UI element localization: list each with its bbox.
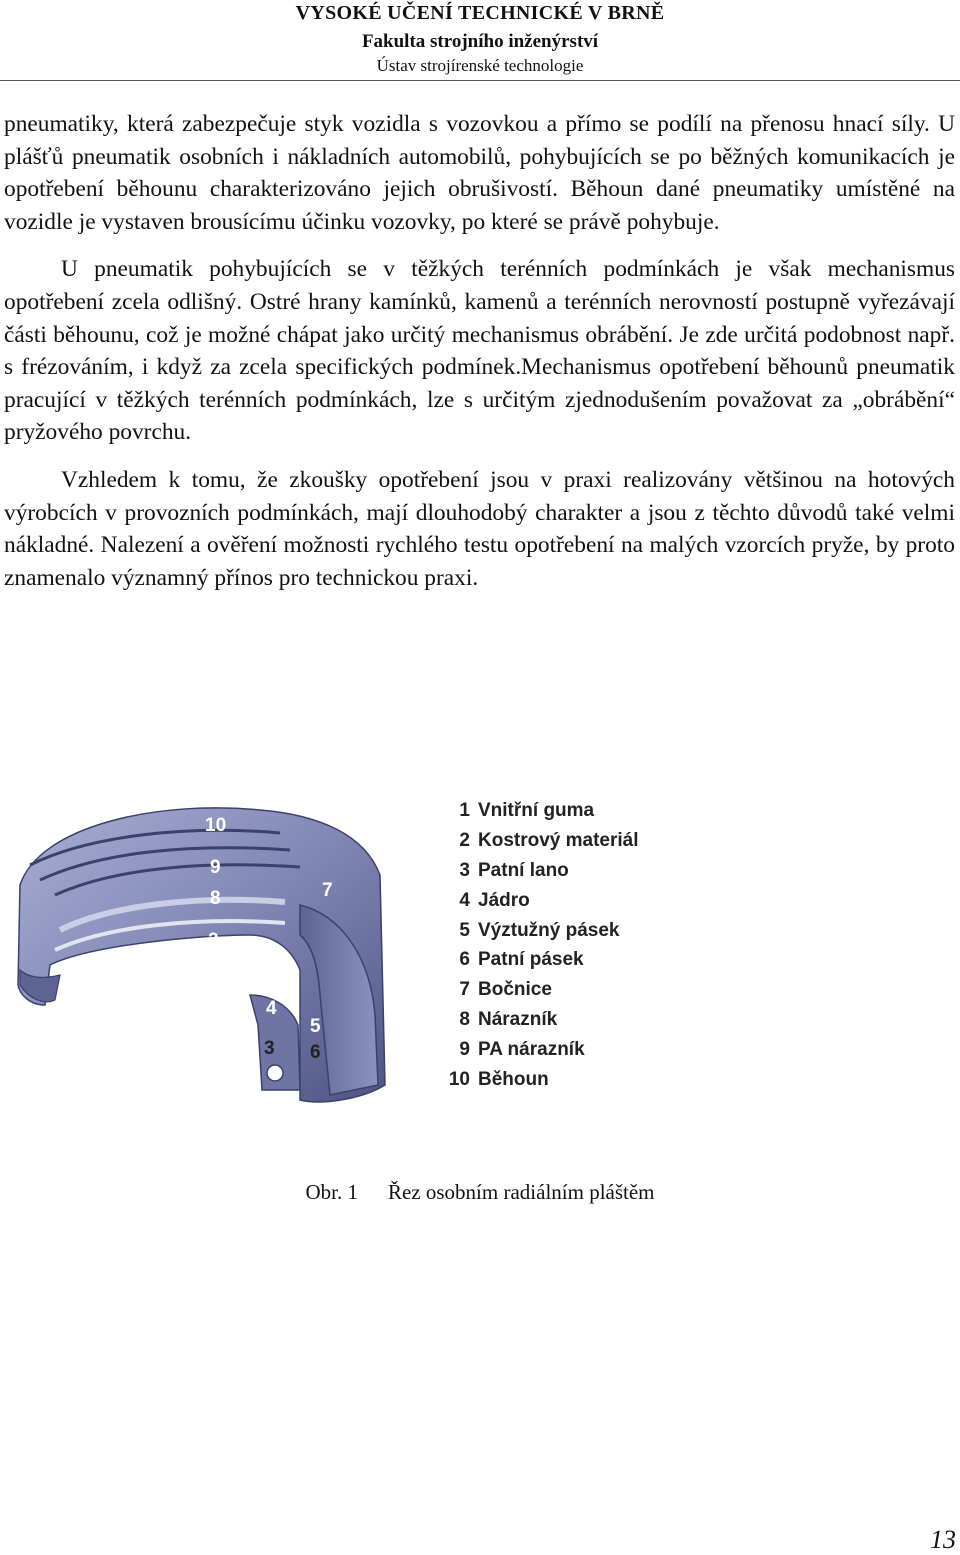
legend-number: 10 — [448, 1069, 470, 1091]
paragraph-3: Vzhledem k tomu, že zkoušky opotřebení jsou v praxi realizovány většinou na hotových výrobcích v provozních podmínkách, mají dlouhodobý charakter a jsou z těchto důvodů také velmi nákladné. Nalezení a ověření možnosti rychlého testu opotřebení na malých vzorcích pryže, by proto znamenalo významný přínos pro technickou praxi. — [4, 466, 955, 591]
body-text — [4, 108, 955, 609]
legend-label: Vnitřní guma — [478, 800, 595, 821]
paragraph-2: U pneumatik pohybujících se v těžkých terénních podmínkách je však mechanismus opotřebení zcela odlišný. Ostré hrany kamínků, kamenů a terénních nerovností postupně vyřezávají části běhounu, což je možné chápat jako určitý mechanismus obrábění. Je zde určitá podobnost např. s frézováním, i když za zcela specifických podmínek.Mechanismus opotřebení běhounů pneumatik pracující v těžkých terénních podmínkách, lze s určitým zjednodušením považovat za „obrábění“ pryžového povrchu. — [4, 256, 955, 446]
legend-label: Jádro — [478, 889, 530, 911]
legend-label: Patní lano — [478, 859, 569, 881]
legend-item — [440, 975, 740, 1005]
callout-3: 3 — [264, 1038, 275, 1059]
callout-10: 10 — [205, 815, 227, 836]
figure-legend — [440, 796, 740, 1095]
legend-number: 4 — [459, 889, 470, 911]
callout-9: 9 — [210, 857, 221, 878]
caption-text: Řez osobním radiálním pláštěm — [387, 1180, 655, 1204]
legend-item — [440, 1065, 740, 1095]
page-number: 13 — [930, 1525, 956, 1554]
paragraph-1: pneumatiky, která zabezpečuje styk vozidla s vozovkou a přímo se podílí na přenosu hnací síly. U plášťů pneumatik osobních i nákladních automobilů, pohybujících se po běžných komunikacích je opotřebení běhounu charakterizováno jejich obrušivostí. Běhoun dané pneumatiky umístěné na vozidle je vystaven brousícímu účinku vozovky, po které se právě pohybuje. — [4, 111, 955, 235]
legend-label: Výztužný pásek — [478, 919, 620, 941]
callout-8: 8 — [210, 888, 221, 909]
legend-item — [440, 945, 740, 975]
legend-number: 9 — [459, 1039, 470, 1061]
legend-number: 1 — [459, 800, 470, 821]
legend-label: Nárazník — [478, 1009, 558, 1031]
callout-1: 1 — [214, 985, 225, 1006]
figure-caption — [0, 1180, 960, 1205]
legend-number: 2 — [459, 829, 470, 851]
legend-label: Kostrový materiál — [478, 829, 639, 851]
legend-item — [440, 886, 740, 916]
legend-number: 3 — [459, 859, 470, 881]
legend-item — [440, 856, 740, 886]
university-name: VYSOKÉ UČENÍ TECHNICKÉ V BRNĚ — [295, 2, 665, 24]
page-header — [0, 0, 960, 80]
callout-2: 2 — [208, 930, 219, 951]
legend-item — [440, 826, 740, 856]
faculty-name: Fakulta strojního inženýrství — [361, 31, 599, 52]
callout-6: 6 — [310, 1042, 321, 1063]
bead-core — [267, 1065, 283, 1081]
legend-number: 5 — [459, 919, 470, 941]
legend-label: Běhoun — [478, 1069, 549, 1091]
legend-item — [440, 916, 740, 946]
legend-item — [440, 796, 740, 826]
callout-4: 4 — [266, 998, 277, 1019]
legend-number: 8 — [459, 1009, 470, 1031]
legend-number: 6 — [459, 949, 470, 971]
legend-number: 7 — [459, 979, 470, 1001]
legend-label: PA nárazník — [478, 1039, 585, 1061]
legend-item — [440, 1005, 740, 1035]
institute-name: Ústav strojírenské technologie — [376, 56, 584, 75]
callout-5: 5 — [310, 1016, 321, 1037]
callout-7: 7 — [322, 880, 333, 901]
caption-label: Obr. 1 — [305, 1180, 358, 1204]
legend-item — [440, 1035, 740, 1065]
legend-label: Bočnice — [478, 979, 552, 1001]
legend-label: Patní pásek — [478, 949, 584, 971]
header-rule — [0, 80, 960, 81]
